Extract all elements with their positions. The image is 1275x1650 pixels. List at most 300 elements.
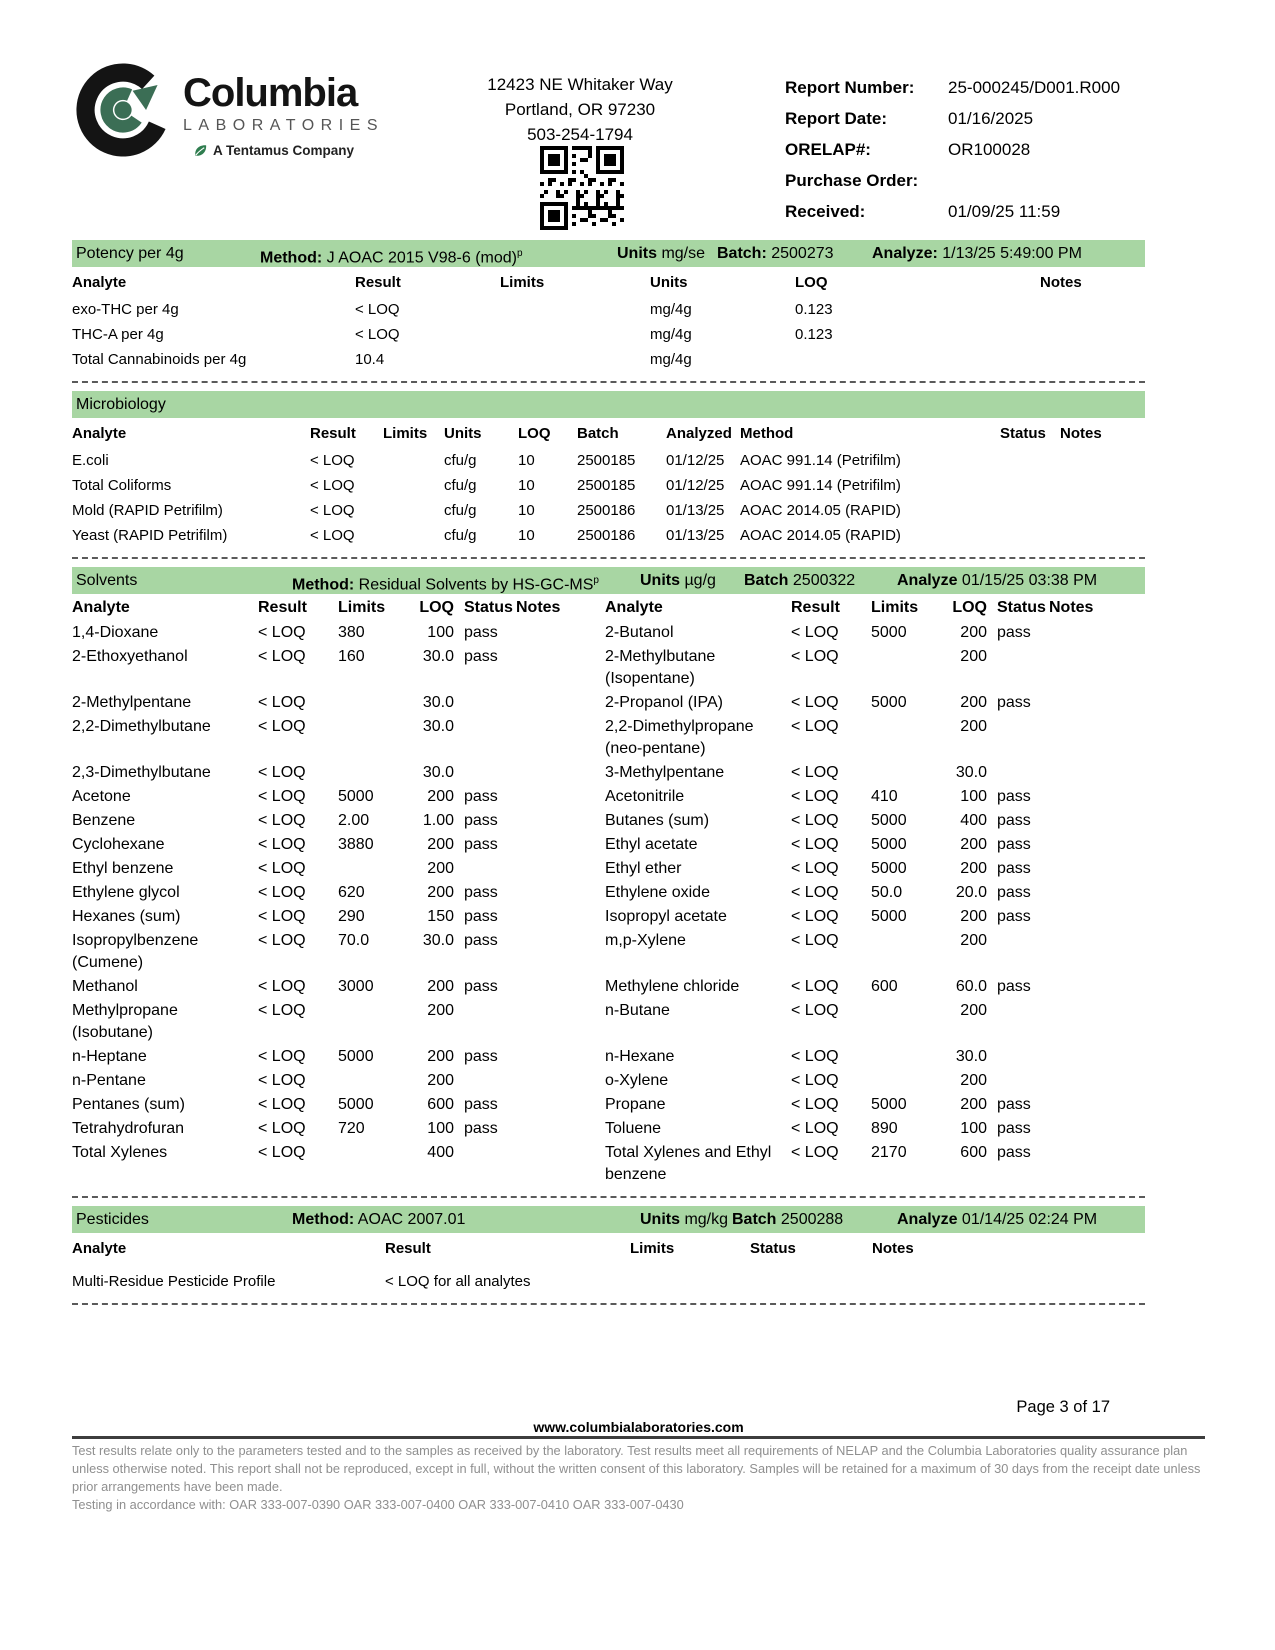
cell-analyte: Methylene chloride [605, 978, 740, 995]
cell-result: < LOQ [258, 908, 306, 925]
logo-wordmark: Columbia [183, 71, 358, 115]
cell-notes [1049, 1142, 1145, 1186]
cell-status: pass [997, 1120, 1031, 1137]
cell-method: AOAC 2014.05 (RAPID) [740, 502, 901, 519]
cell-notes [516, 762, 576, 784]
solvent-row-right [605, 810, 1145, 832]
solvent-row-right [605, 976, 1145, 998]
cell-limits [500, 322, 650, 347]
cell-status [454, 858, 516, 880]
cell-analyte: 2-Methylbutane (Isopentane) [605, 648, 716, 687]
cell-analyte: exo-THC per 4g [72, 301, 179, 318]
cell-loq: 100 [427, 624, 454, 641]
cell-loq: 200 [960, 860, 987, 877]
cell-analyzed: 01/12/25 [666, 477, 725, 494]
col-method: Method [740, 425, 794, 442]
cell-analyte: THC-A per 4g [72, 326, 164, 343]
potency-rows [72, 297, 1145, 372]
cell-loq: 200 [960, 648, 987, 665]
cell-result: < LOQ [791, 1002, 839, 1019]
cell-units: mg/4g [650, 351, 692, 368]
cell-loq: 200 [427, 1072, 454, 1089]
potency-section [72, 240, 1145, 383]
cell-units: cfu/g [444, 452, 477, 469]
qr-code [540, 146, 624, 230]
cell-analyte: Total Xylenes [72, 1144, 168, 1161]
cell-result: < LOQ [258, 1144, 306, 1161]
col-units: Units [650, 274, 688, 291]
col-status: Status [750, 1240, 796, 1257]
cell-notes [516, 1118, 576, 1140]
cell-result: < LOQ [258, 788, 306, 805]
report-footer [72, 1398, 1205, 1514]
cell-analyte: Ethylene oxide [605, 884, 710, 901]
solvent-row-right [605, 716, 1145, 760]
solvents-section-bar [72, 567, 1145, 594]
microbiology-section [72, 391, 1145, 559]
cell-result: < LOQ [355, 326, 400, 343]
cell-limits [338, 762, 402, 784]
cell-loq: 100 [427, 1120, 454, 1137]
cell-result: < LOQ [258, 932, 306, 949]
cell-notes [1049, 716, 1145, 760]
cell-analyte: Propane [605, 1096, 666, 1113]
solvent-row-right [605, 858, 1145, 880]
microbiology-section-bar [72, 391, 1145, 418]
report-info-row [785, 165, 1205, 196]
disclaimer-text [72, 1442, 1205, 1514]
cell-notes [516, 692, 576, 714]
cell-result: < LOQ for all analytes [385, 1273, 531, 1290]
cell-notes [1049, 882, 1145, 904]
col-notes: Notes [1040, 274, 1082, 291]
microbiology-row [72, 498, 1145, 523]
cell-analyte: n-Heptane [72, 1048, 147, 1065]
cell-loq: 30.0 [422, 694, 454, 711]
cell-notes [1049, 1070, 1145, 1092]
cell-notes [516, 1142, 576, 1186]
columbia-logo-icon [75, 62, 171, 158]
cell-loq: 30.0 [422, 764, 454, 781]
cell-analyte: Methanol [72, 978, 138, 995]
cell-result: < LOQ [791, 694, 839, 711]
cell-notes [1060, 473, 1145, 498]
cell-status [987, 1070, 1049, 1092]
cell-limits: 410 [871, 788, 898, 805]
solvent-row-right [605, 622, 1145, 644]
cell-notes [1049, 646, 1145, 690]
cell-loq: 10 [518, 477, 535, 494]
solvent-row-left [72, 930, 576, 974]
solvent-row-left [72, 906, 576, 928]
cell-notes [1049, 692, 1145, 714]
cell-notes [1049, 1118, 1145, 1140]
lab-address [455, 72, 705, 147]
solvents-rows [72, 621, 1145, 1187]
website-link[interactable]: www.columbialaboratories.com [533, 1419, 744, 1435]
cell-limits [383, 473, 444, 498]
cell-loq: 200 [960, 1096, 987, 1113]
cell-limits [871, 762, 935, 784]
cell-limits: 160 [338, 648, 365, 665]
cell-limits: 720 [338, 1120, 365, 1137]
cell-limits: 620 [338, 884, 365, 901]
col-result: Result [258, 599, 307, 616]
cell-loq: 200 [427, 860, 454, 877]
cell-limits: 3000 [338, 978, 374, 995]
cell-status [1000, 498, 1060, 523]
solvent-row [72, 645, 1145, 691]
cell-units: cfu/g [444, 527, 477, 544]
cell-notes [516, 1070, 576, 1092]
solvent-row [72, 833, 1145, 857]
cell-loq: 400 [960, 812, 987, 829]
cell-result: < LOQ [791, 1072, 839, 1089]
cell-loq: 200 [960, 1072, 987, 1089]
solvent-row-left [72, 622, 576, 644]
cell-limits: 5000 [871, 1096, 907, 1113]
cell-loq: 10 [518, 452, 535, 469]
solvent-row-left [72, 834, 576, 856]
solvent-row-right [605, 762, 1145, 784]
cell-notes [516, 810, 576, 832]
cell-notes [1040, 347, 1145, 372]
cell-result: < LOQ [791, 648, 839, 665]
col-result: Result [791, 599, 840, 616]
col-result: Result [310, 425, 356, 442]
cell-notes [1049, 858, 1145, 880]
cell-limits: 5000 [338, 1048, 374, 1065]
cell-analyte: Tetrahydrofuran [72, 1120, 185, 1137]
cell-notes [1049, 930, 1145, 974]
cell-loq: 100 [960, 788, 987, 805]
cell-result: < LOQ [258, 1048, 306, 1065]
report-info-value: OR100028 [948, 140, 1031, 159]
section-title: Solvents [76, 572, 138, 589]
cell-limits: 5000 [871, 694, 907, 711]
cell-limits [338, 1142, 402, 1186]
cell-result: < LOQ [791, 860, 839, 877]
cell-loq: 0.123 [795, 301, 833, 318]
solvent-row [72, 761, 1145, 785]
cell-loq: 200 [960, 624, 987, 641]
cell-result: < LOQ [791, 624, 839, 641]
cell-limits [871, 930, 935, 974]
solvent-row [72, 857, 1145, 881]
solvent-row-right [605, 692, 1145, 714]
microbiology-header-row [72, 421, 1145, 446]
cell-limits: 5000 [871, 836, 907, 853]
cell-status [1000, 473, 1060, 498]
cell-analyte: Benzene [72, 812, 136, 829]
solvent-row-left [72, 810, 576, 832]
cell-status [454, 1070, 516, 1092]
cell-limits: 70.0 [338, 932, 370, 949]
cell-analyte: Isopropyl acetate [605, 908, 727, 925]
microbiology-row [72, 473, 1145, 498]
cell-limits [338, 716, 402, 760]
cell-loq: 200 [960, 932, 987, 949]
col-notes: Notes [516, 599, 561, 616]
cell-notes [1049, 1046, 1145, 1068]
cell-analyte: Total Xylenes and Ethyl benzene [605, 1144, 772, 1183]
cell-notes [516, 834, 576, 856]
method-text: Method: Residual Solvents by $HS-GC-MS^p$ [292, 575, 599, 594]
cell-batch: 2500186 [577, 502, 636, 519]
cell-loq: 200 [427, 884, 454, 901]
cell-result: < LOQ [791, 978, 839, 995]
cell-loq: 10 [518, 502, 535, 519]
cell-result: < LOQ [258, 860, 306, 877]
cell-limits [338, 858, 402, 880]
cell-limits [630, 1269, 750, 1294]
cell-analyte: 1,4-Dioxane [72, 624, 159, 641]
col-notes: Notes [872, 1240, 914, 1257]
cell-loq: 60.0 [955, 978, 987, 995]
analyze-text: Analyze 01/14/25 02:24 PM [897, 1211, 1098, 1228]
cell-analyte: Ethyl ether [605, 860, 682, 877]
section-title: Pesticides [76, 1211, 149, 1228]
report-info-value: 01/16/2025 [948, 109, 1034, 128]
cell-units: cfu/g [444, 502, 477, 519]
cell-analyte: Methylpropane (Isobutane) [72, 1002, 178, 1041]
cell-loq: 1.00 [422, 812, 454, 829]
cell-limits: 5000 [871, 860, 907, 877]
cell-limits: 2170 [871, 1144, 907, 1161]
cell-analyzed: 01/13/25 [666, 527, 725, 544]
cell-limits: 600 [871, 978, 898, 995]
cell-analyte: Ethylene glycol [72, 884, 180, 901]
cell-status: pass [997, 1096, 1031, 1113]
report-info-row [785, 103, 1205, 134]
cell-batch: 2500185 [577, 452, 636, 469]
cell-status: pass [464, 812, 498, 829]
solvent-row-left [72, 1118, 576, 1140]
cell-status: pass [464, 788, 498, 805]
microbiology-row [72, 448, 1145, 473]
cell-notes [516, 1094, 576, 1116]
cell-analyte: 2-Propanol (IPA) [605, 694, 723, 711]
cell-result: < LOQ [258, 978, 306, 995]
cell-loq: 200 [427, 1048, 454, 1065]
cell-result: < LOQ [791, 1144, 839, 1161]
cell-notes [1049, 1000, 1145, 1044]
cell-status [987, 646, 1049, 690]
cell-notes [872, 1269, 1145, 1294]
cell-loq: 600 [427, 1096, 454, 1113]
cell-notes [516, 1046, 576, 1068]
cell-loq: 200 [960, 836, 987, 853]
cell-method: AOAC 991.14 (Petrifilm) [740, 477, 901, 494]
col-status: Status [464, 599, 513, 616]
cell-analyte: Acetone [72, 788, 131, 805]
cell-status: pass [464, 836, 498, 853]
cell-limits [871, 716, 935, 760]
cell-limits [338, 692, 402, 714]
cell-notes [1060, 448, 1145, 473]
cell-limits [871, 646, 935, 690]
cell-limits [383, 523, 444, 548]
cell-analyte: 2,3-Dimethylbutane [72, 764, 211, 781]
solvent-row [72, 881, 1145, 905]
potency-row [72, 322, 1145, 347]
pesticides-header-row [72, 1236, 1145, 1261]
solvent-row-left [72, 786, 576, 808]
cell-limits [871, 1000, 935, 1044]
cell-loq: 200 [427, 788, 454, 805]
report-info-label: Report Date: [785, 109, 888, 128]
cell-status: pass [997, 788, 1031, 805]
cell-notes [1049, 834, 1145, 856]
potency-header-row [72, 270, 1145, 295]
cell-status: pass [464, 648, 498, 665]
col-result: Result [355, 274, 401, 291]
solvent-row-right [605, 1118, 1145, 1140]
cell-limits: 5000 [871, 812, 907, 829]
cell-notes [1049, 906, 1145, 928]
solvent-row-right [605, 1046, 1145, 1068]
cell-analyte: E.coli [72, 452, 109, 469]
cell-loq: 30.0 [422, 718, 454, 735]
cell-notes [1049, 762, 1145, 784]
section-divider [72, 381, 1145, 383]
cell-status [454, 716, 516, 760]
cell-analyte: Isopropylbenzene (Cumene) [72, 932, 199, 971]
cell-limits [871, 1046, 935, 1068]
solvent-row [72, 1141, 1145, 1187]
solvent-row [72, 1069, 1145, 1093]
col-status: Status [997, 599, 1046, 616]
col-analyte: Analyte [72, 1240, 127, 1257]
cell-analyte: 3-Methylpentane [605, 764, 725, 781]
cell-status: pass [997, 1144, 1031, 1161]
cell-limits: 3880 [338, 836, 374, 853]
report-header [0, 0, 1275, 240]
cell-status: pass [997, 836, 1031, 853]
cell-analyte: Acetonitrile [605, 788, 685, 805]
cell-limits [871, 1070, 935, 1092]
microbiology-row [72, 523, 1145, 548]
cell-status [987, 1000, 1049, 1044]
cell-limits: 380 [338, 624, 365, 641]
cell-units: mg/4g [650, 301, 692, 318]
report-info-label: Report Number: [785, 78, 915, 97]
cell-result: < LOQ [791, 1048, 839, 1065]
cell-loq: 600 [960, 1144, 987, 1161]
cell-notes [516, 622, 576, 644]
cell-loq: 200 [427, 1002, 454, 1019]
cell-status: pass [464, 1048, 498, 1065]
cell-result: < LOQ [310, 452, 355, 469]
batch-text: Batch: 2500273 [717, 245, 834, 262]
address-line1: 12423 NE Whitaker Way [487, 75, 673, 94]
cell-result: < LOQ [791, 908, 839, 925]
cell-result: < LOQ [791, 1096, 839, 1113]
solvent-row [72, 905, 1145, 929]
cell-result: < LOQ [258, 694, 306, 711]
cell-loq: 30.0 [422, 648, 454, 665]
cell-analyte: Hexanes (sum) [72, 908, 181, 925]
tentamus-tagline [193, 143, 384, 158]
potency-section-bar [72, 240, 1145, 267]
solvent-row-right [605, 834, 1145, 856]
cell-result: < LOQ [791, 764, 839, 781]
solvent-row-left [72, 716, 576, 760]
cell-status [454, 1000, 516, 1044]
cell-limits: 50.0 [871, 884, 903, 901]
cell-status [454, 1142, 516, 1186]
cell-limits [383, 448, 444, 473]
microbiology-rows [72, 448, 1145, 548]
solvent-row-left [72, 976, 576, 998]
col-analyte: Analyte [72, 274, 127, 291]
columbia-logo [75, 62, 384, 158]
units-text: Units µg/g [640, 572, 716, 589]
cell-loq: 200 [960, 908, 987, 925]
cell-method: AOAC 2014.05 (RAPID) [740, 527, 901, 544]
section-divider [72, 1303, 1145, 1305]
cell-notes [516, 716, 576, 760]
col-batch: Batch [577, 425, 619, 442]
logo-text-block [183, 62, 384, 158]
report-info-row [785, 196, 1205, 227]
cell-analyte: o-Xylene [605, 1072, 669, 1089]
solvent-row [72, 691, 1145, 715]
section-divider [72, 557, 1145, 559]
col-result: Result [385, 1240, 431, 1257]
cell-result: < LOQ [258, 812, 306, 829]
solvent-row-left [72, 762, 576, 784]
footer-rule [72, 1436, 1205, 1439]
cell-analyte: Ethyl acetate [605, 836, 698, 853]
cell-notes [1060, 523, 1145, 548]
report-info-row [785, 134, 1205, 165]
pesticides-section [72, 1206, 1145, 1305]
leaf-icon [193, 143, 208, 158]
cell-result: < LOQ [258, 648, 306, 665]
cell-limits: 5000 [338, 788, 374, 805]
solvent-row-right [605, 1070, 1145, 1092]
cell-status: pass [997, 978, 1031, 995]
cell-limits [338, 1000, 402, 1044]
cell-analyte: Multi-Residue Pesticide Profile [72, 1273, 276, 1290]
cell-result: < LOQ [258, 884, 306, 901]
method-text: Method: J AOAC 2015 V98-6 (mod)$^p$ [260, 248, 523, 267]
batch-text: Batch 2500288 [732, 1211, 844, 1228]
cell-method: AOAC 991.14 (Petrifilm) [740, 452, 901, 469]
cell-loq: 100 [960, 1120, 987, 1137]
cell-notes [516, 858, 576, 880]
cell-analyte: Butanes (sum) [605, 812, 710, 829]
cell-result: < LOQ [791, 718, 839, 735]
report-info-value: 25-000245/D001.R000 [948, 78, 1121, 97]
cell-loq: 30.0 [422, 932, 454, 949]
cell-status [987, 716, 1049, 760]
cell-loq: 200 [427, 978, 454, 995]
solvent-row [72, 621, 1145, 645]
cell-result: < LOQ [258, 1120, 306, 1137]
batch-text: Batch 2500322 [744, 572, 856, 589]
cell-notes [1060, 498, 1145, 523]
pesticide-row [72, 1269, 1145, 1294]
solvent-row-right [605, 882, 1145, 904]
cell-loq: 200 [427, 836, 454, 853]
cell-result: < LOQ [355, 301, 400, 318]
cell-result: < LOQ [258, 1002, 306, 1019]
solvent-row-right [605, 1094, 1145, 1116]
solvent-row-left [72, 1094, 576, 1116]
cell-result: < LOQ [258, 624, 306, 641]
